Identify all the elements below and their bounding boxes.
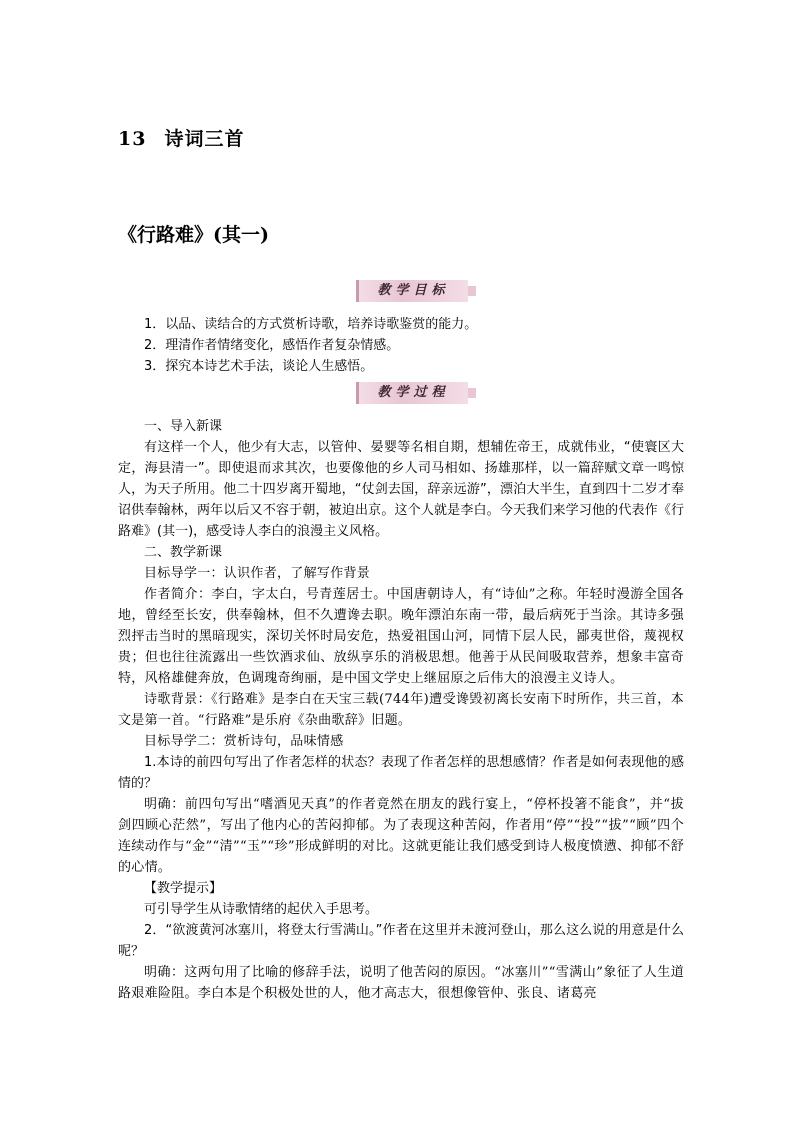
lesson-title	[118, 124, 244, 151]
answer: 明确：这两句用了比喻的修辞手法，说明了他苦闷的原因。“冰塞川”“雪满山”象征了人生道路艰难险阻。李白本是个积极处世的人，他才高志大，很想像管仲、张良、诸葛亮	[118, 965, 684, 1001]
section-heading: 一、导入新课	[144, 419, 223, 434]
teaching-tip: 可引导学生从诗歌情绪的起伏入手思考。	[144, 902, 379, 917]
lesson-number: 13	[118, 128, 147, 150]
teaching-process-banner: 教学过程	[356, 382, 468, 404]
teaching-goals-list	[118, 314, 684, 377]
goal-item: 1．以品、读结合的方式赏析诗歌，培养诗歌鉴赏的能力。	[144, 317, 478, 332]
teaching-tip-label: 【教学提示】	[144, 881, 223, 896]
goal-item: 2．理清作者情绪变化，感悟作者复杂情感。	[144, 338, 400, 353]
answer: 明确：前四句写出“嗜酒见天真”的作者竟然在朋友的践行宴上，“停杯投箸不能食”，并“拔剑四顾心茫然”，写出了他内心的苦闷抑郁。为了表现这种苦闷，作者用“停”“投”“拔”“顾”四个连续动作与“金”“清”“玉”“珍”形成鲜明的对比。这就更能让我们感受到诗人极度愤懑、抑郁不舒的心情。	[118, 797, 684, 875]
goal-guide-heading: 目标导学一：认识作者，了解写作背景	[144, 566, 371, 581]
question: 2．“欲渡黄河冰塞川，将登太行雪满山。”作者在这里并未渡河登山，那么这么说的用意是什么呢？	[118, 923, 684, 959]
section-heading: 二、教学新课	[144, 545, 223, 560]
goal-guide-heading: 目标导学二：赏析诗句，品味情感	[144, 734, 344, 749]
paragraph: 有这样一个人，他少有大志，以管仲、晏婴等名相自期，想辅佐帝王，成就伟业，“使寰区大定，海县清一”。即使退而求其次，也要像他的乡人司马相如、扬雄那样，以一篇辞赋文章一鸣惊人，为天子所用。他二十四岁离开蜀地，“仗剑去国，辞亲远游”，漂泊大半生，直到四十二岁才奉诏供奉翰林，两年以后又不容于朝，被迫出京。这个人就是李白。今天我们来学习他的代表作《行路难》(其一)，感受诗人李白的浪漫主义风格。	[118, 440, 684, 539]
teaching-goals-banner: 教学目标	[356, 280, 468, 302]
teaching-process	[118, 416, 684, 1004]
poem-background: 诗歌背景：《行路难》是李白在天宝三载(744年)遭受谗毁初离长安南下时所作，共三首，本文是第一首。“行路难”是乐府《杂曲歌辞》旧题。	[118, 692, 684, 728]
poem-title: 《行路难》(其一)	[118, 224, 269, 246]
goal-item: 3．探究本诗艺术手法，谈论人生感悟。	[144, 359, 374, 374]
lesson-title-text: 诗词三首	[164, 128, 245, 150]
question: 1.本诗的前四句写出了作者怎样的状态？表现了作者怎样的思想感情？作者是如何表现他的感情的？	[118, 755, 684, 791]
author-intro: 作者简介：李白，字太白，号青莲居士。中国唐朝诗人，有“诗仙”之称。年轻时漫游全国各地，曾经至长安，供奉翰林，但不久遭谗去职。晚年漂泊东南一带，最后病死于当涂。其诗多强烈抨击当时的黑暗现实，深切关怀时局安危，热爱祖国山河，同情下层人民，鄙夷世俗，蔑视权贵；但也往往流露出一些饮酒求仙、放纵享乐的消极思想。他善于从民间吸取营养，想象丰富奇特，风格雄健奔放，色调瑰奇绚丽，是中国文学史上继屈原之后伟大的浪漫主义诗人。	[118, 587, 684, 686]
